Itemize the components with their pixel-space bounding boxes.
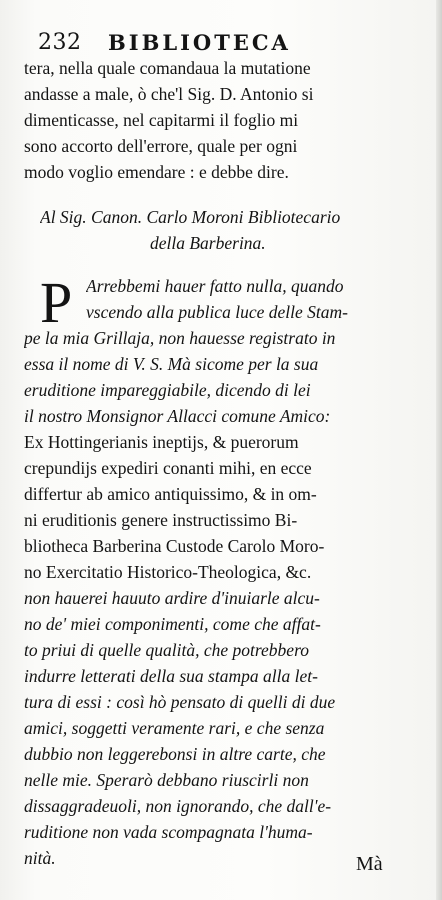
letter-line: il nostro Monsignor Allacci comune Amico: [24, 406, 331, 426]
letter-line: dissaggradeuoli, non ignorando, che dall'e- [24, 796, 332, 816]
letter-line: crepundijs expediri conanti mihi, en ecce [24, 458, 312, 478]
letter-line: no de' miei componimenti, come che affat- [24, 614, 321, 634]
letter-line: non hauerei hauuto ardire d'inuiarle alcu- [24, 588, 320, 608]
letter-line: Arrebbemi hauer fatto nulla, quando [86, 276, 344, 296]
letter-line: indurre letterati della sua stampa alla let- [24, 666, 318, 686]
page-number: 232 [38, 30, 82, 55]
letter-line: differtur ab amico antiquissimo, & in om- [24, 484, 317, 504]
letter-line: eruditione impareggiabile, dicendo di lei [24, 380, 311, 400]
letter-line: bliotheca Barberina Custode Carolo Moro- [24, 536, 325, 556]
letter-line: dubbio non leggerebonsi in altre carte, che [24, 744, 326, 764]
running-title: BIBLIOTECA [108, 30, 291, 55]
letter-line: to priui di quelle qualità, che potrebbero [24, 640, 309, 660]
letter-line: nelle mie. Sperarò debbano riuscirli non [24, 770, 309, 790]
text-line: dimenticasse, nel capitarmi il foglio mi [24, 110, 299, 130]
letter-line: Ex Hottingerianis ineptijs, & puerorum [24, 432, 299, 452]
letter-line: amici, soggetti veramente rari, e che senza [24, 718, 325, 738]
letter-line: nità. [24, 848, 56, 868]
text-line: sono accorto dell'errore, quale per ogni [24, 136, 298, 156]
letter-line: pe la mia Grillaja, non hauesse registrato in [24, 328, 336, 348]
letter-line: ruditione non vada scompagnata l'huma- [24, 822, 313, 842]
letter-line: ni eruditionis genere instructissimo Bi- [24, 510, 298, 530]
catchword: Mà [356, 853, 383, 875]
text-line: tera, nella quale comandaua la mutatione [24, 58, 311, 78]
text-line: modo voglio emendare : e debbe dire. [24, 162, 289, 182]
letter-line: no Exercitatio Historico-Theologica, &c. [24, 562, 312, 582]
address-line: Al Sig. Canon. Carlo Moroni Bibliotecario [40, 207, 341, 227]
address-line: della Barberina. [150, 233, 266, 253]
letter-line: tura di essi : così hò pensato di quelli di due [24, 692, 336, 712]
text-line: andasse a male, ò che'l Sig. D. Antonio si [24, 84, 314, 104]
drop-capital: P [40, 270, 73, 335]
letter-line: vscendo alla publica luce delle Stam- [86, 302, 348, 322]
letter-line: essa il nome di V. S. Mà sicome per la sua [24, 354, 319, 374]
